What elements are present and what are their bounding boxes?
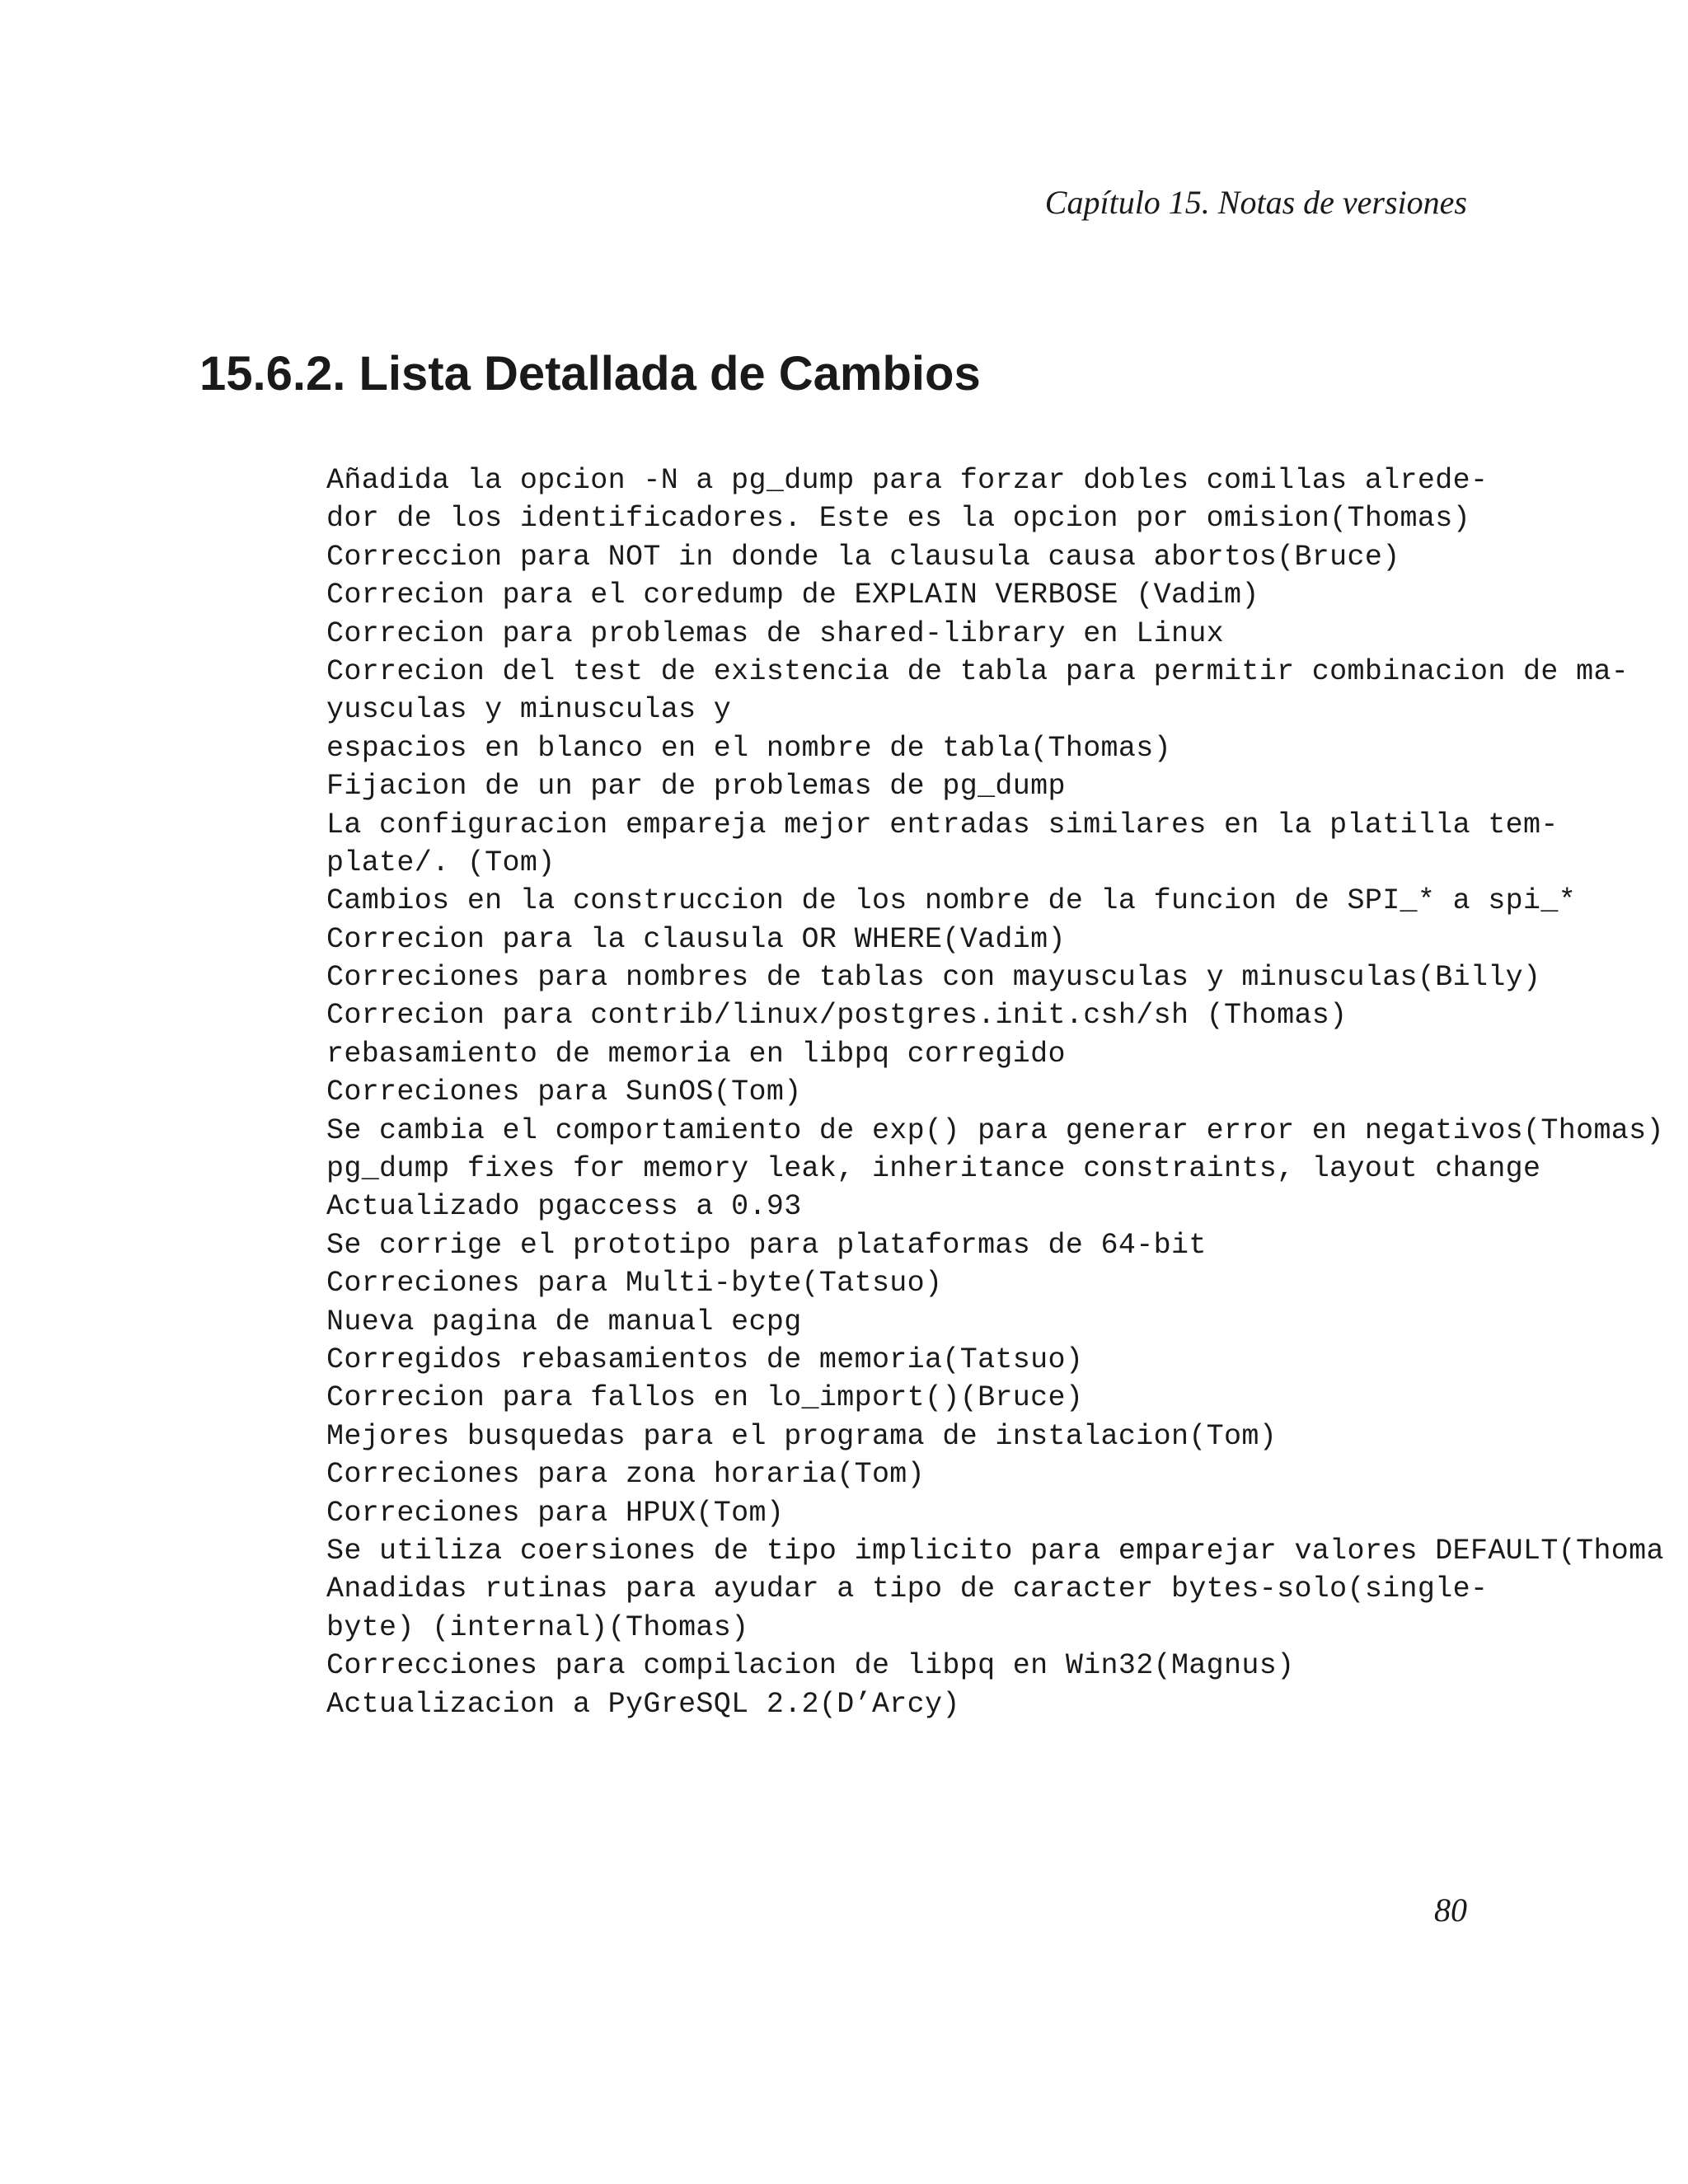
change-line: rebasamiento de memoria en libpq corregido [326, 1037, 1066, 1071]
change-line: Correciones para SunOS(Tom) [326, 1076, 802, 1109]
change-line: Se cambia el comportamiento de exp() para generar error en negativos(Thomas) [326, 1113, 1664, 1147]
page-number: 80 [1434, 1891, 1467, 1929]
change-line: byte) (internal)(Thomas) [326, 1610, 749, 1644]
change-line: Actualizado pgaccess a 0.93 [326, 1190, 802, 1224]
change-line: Anadidas rutinas para ayudar a tipo de caracter bytes-solo(single- [326, 1572, 1489, 1606]
change-line: Correcion del test de existencia de tabla para permitir combinacion de ma- [326, 654, 1629, 688]
change-line: Correcion para problemas de shared-library en Linux [326, 616, 1225, 650]
section-title: 15.6.2. Lista Detallada de Cambios [199, 347, 981, 401]
change-line: Se corrige el prototipo para plataformas de 64-bit [326, 1228, 1207, 1262]
changes-list [326, 462, 1688, 1723]
change-line: Correcion para contrib/linux/postgres.init.csh/sh (Thomas) [326, 999, 1348, 1033]
change-line: Se utiliza coersiones de tipo implicito para emparejar valores DEFAULT(Thoma [326, 1534, 1664, 1568]
change-line: Nueva pagina de manual ecpg [326, 1305, 802, 1338]
change-line: Correciones para HPUX(Tom) [326, 1496, 785, 1530]
change-line: Correcion para el coredump de EXPLAIN VERBOSE (Vadim) [326, 579, 1259, 612]
change-line: pg_dump fixes for memory leak, inheritance constraints, layout change [326, 1152, 1541, 1186]
change-line: Corregidos rebasamientos de memoria(Tatsuo) [326, 1343, 1084, 1376]
running-header: Capítulo 15. Notas de versiones [1044, 184, 1467, 221]
change-line: Cambios en la construccion de los nombre de la funcion de SPI_* a spi_* [326, 884, 1577, 918]
change-line: Actualizacion a PyGreSQL 2.2(D’Arcy) [326, 1687, 960, 1721]
change-line: Añadida la opcion -N a pg_dump para forzar dobles comillas alrede- [326, 464, 1489, 497]
change-line: Correcion para la clausula OR WHERE(Vadim) [326, 922, 1066, 956]
change-line: espacios en blanco en el nombre de tabla(Thomas) [326, 731, 1171, 765]
change-line: Correcciones para compilacion de libpq en Win32(Magnus) [326, 1649, 1295, 1683]
change-line: Fijacion de un par de problemas de pg_dump [326, 770, 1066, 804]
change-line: yusculas y minusculas y [326, 693, 732, 727]
change-line: Mejores busquedas para el programa de instalacion(Tom) [326, 1419, 1278, 1453]
change-line: Correciones para nombres de tablas con mayusculas y minusculas(Billy) [326, 961, 1541, 995]
change-line: La configuracion empareja mejor entradas similares en la platilla tem- [326, 808, 1559, 841]
change-line: dor de los identificadores. Este es la opcion por omision(Thomas) [326, 502, 1470, 536]
change-line: Correcion para fallos en lo_import()(Bruce) [326, 1381, 1084, 1415]
change-line: Correccion para NOT in donde la clausula causa abortos(Bruce) [326, 540, 1400, 574]
change-line: plate/. (Tom) [326, 846, 556, 879]
change-line: Correciones para Multi-byte(Tatsuo) [326, 1267, 943, 1301]
change-line: Correciones para zona horaria(Tom) [326, 1458, 926, 1492]
